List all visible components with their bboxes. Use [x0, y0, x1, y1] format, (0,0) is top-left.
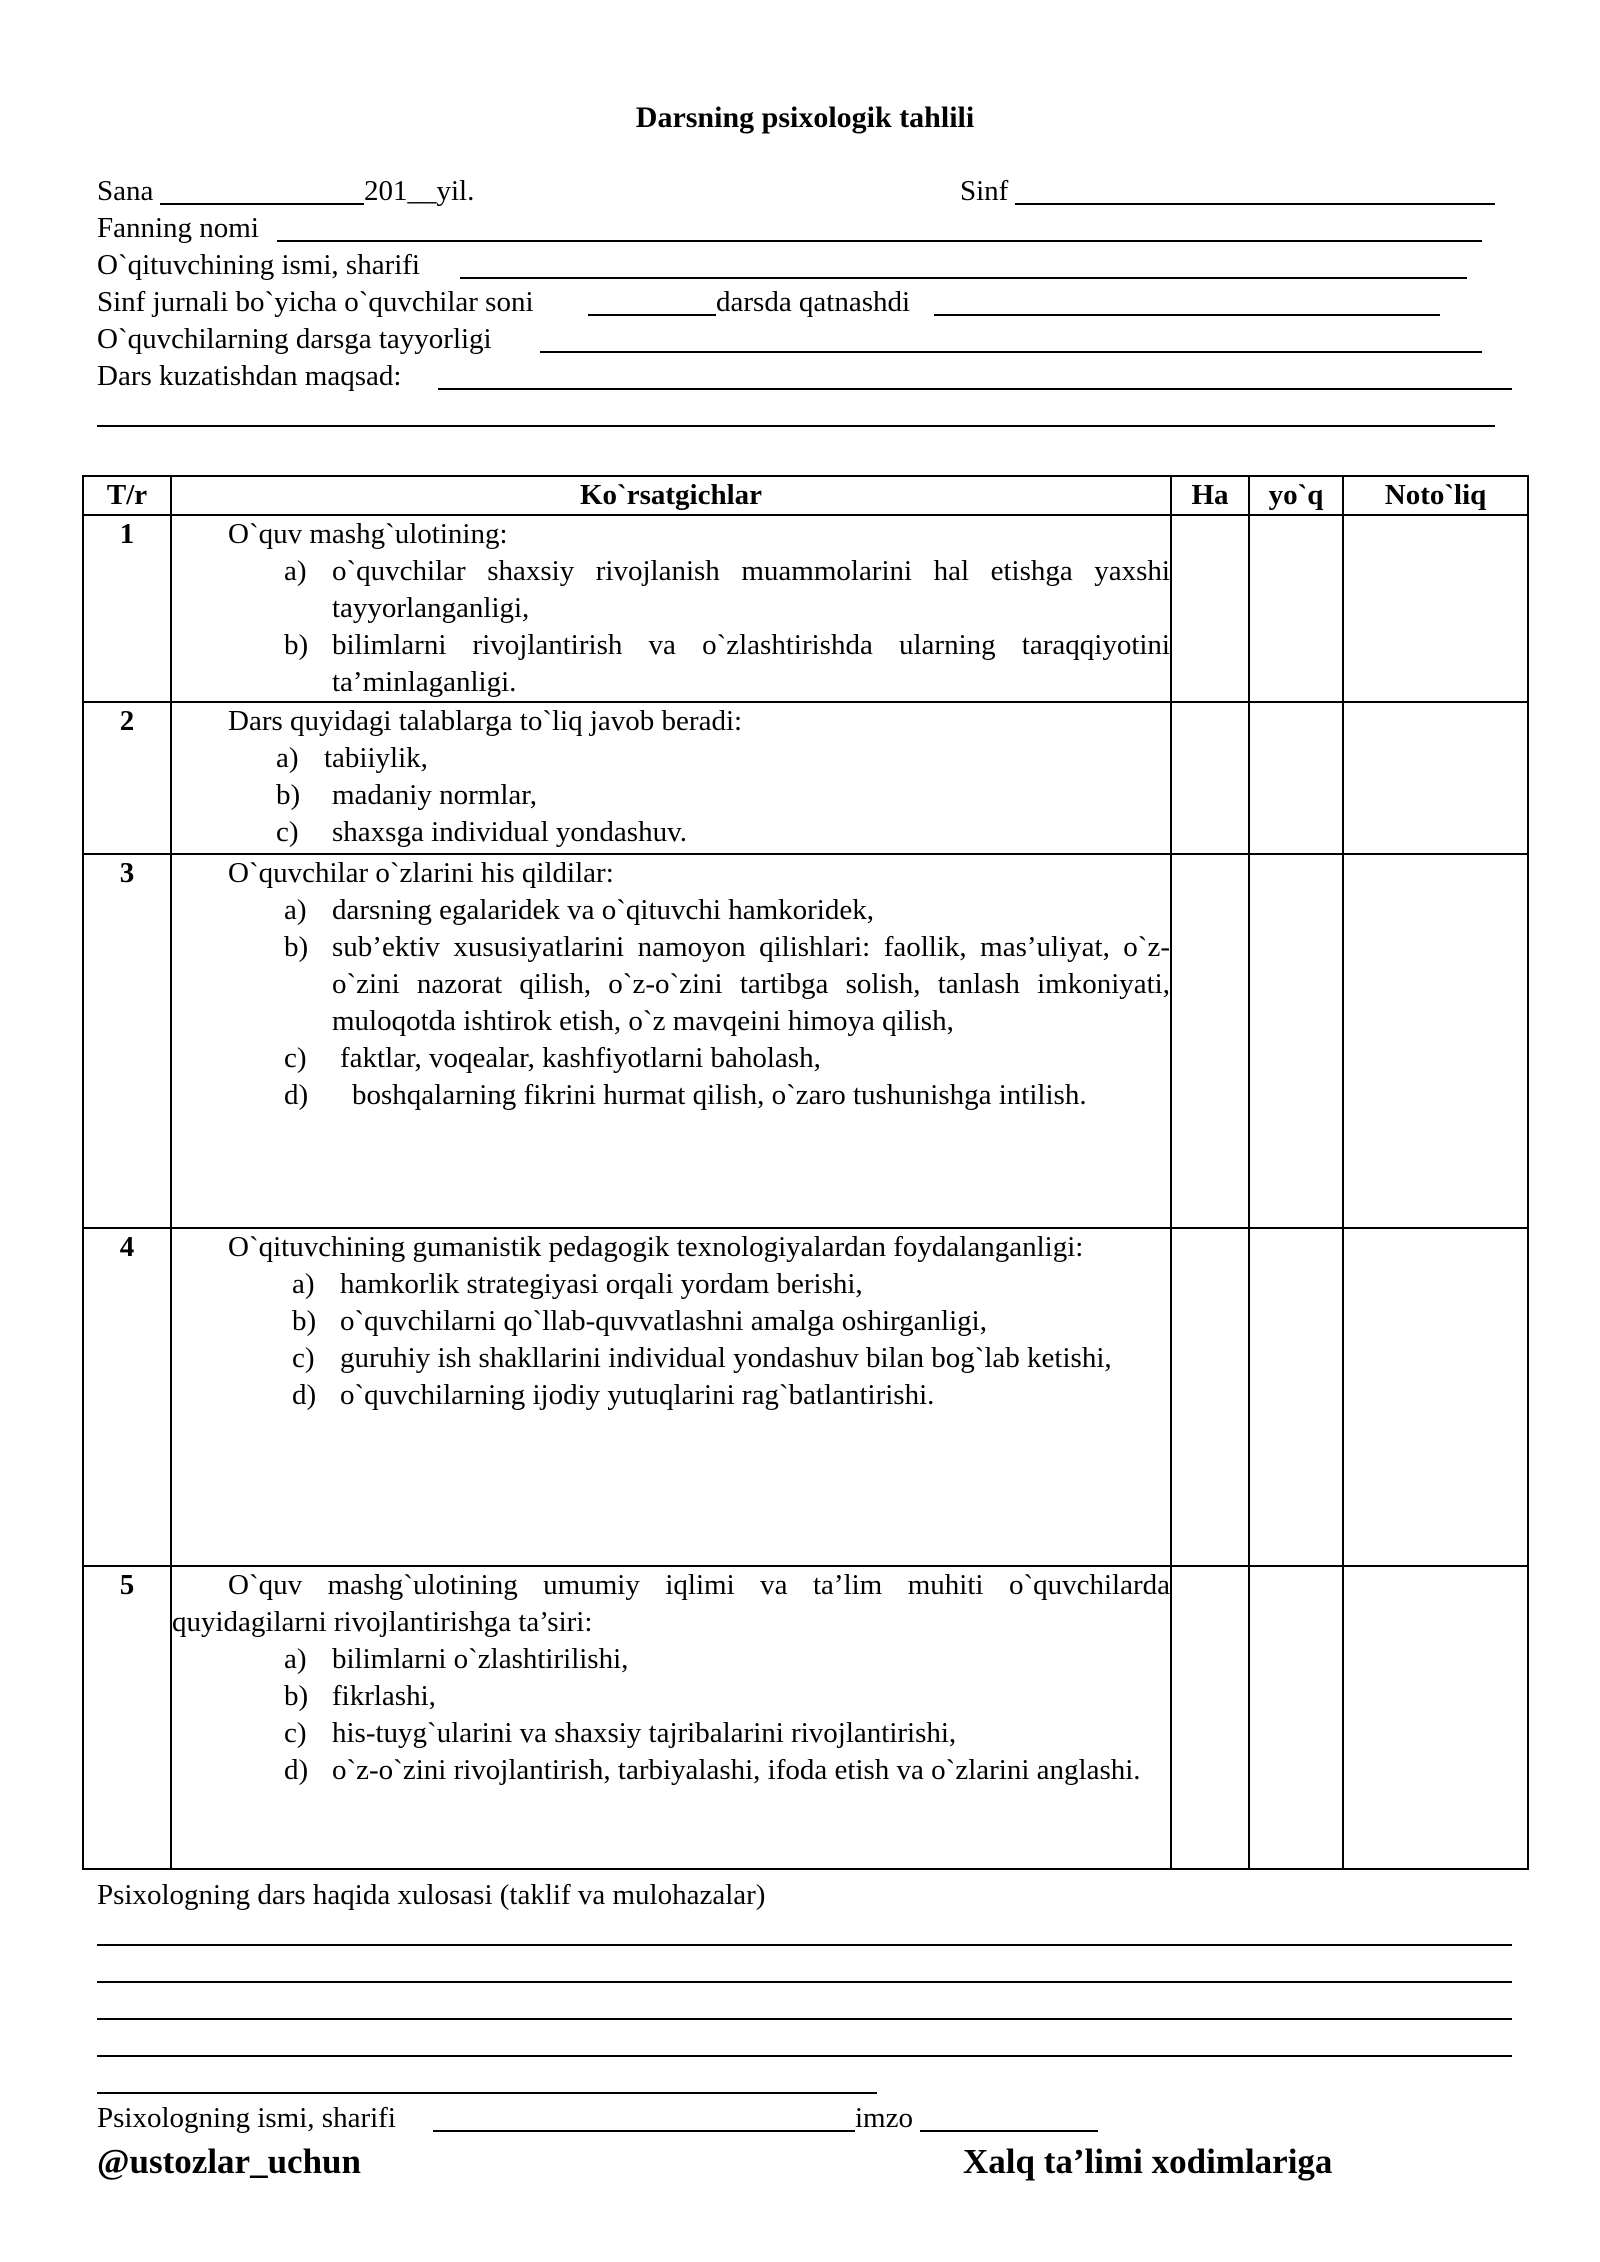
row-items: [172, 553, 1170, 701]
row-content: [171, 1566, 1171, 1869]
item-mark: a): [284, 894, 307, 926]
item-mark: d): [284, 1754, 309, 1786]
row-lead: O`qituvchining gumanistik pedagogik texnologiyalardan foydalanganligi:: [228, 1231, 1084, 1263]
list-item: [292, 1303, 1170, 1340]
row-lead: Dars quyidagi talablarga to`liq javob beradi:: [228, 705, 743, 737]
col-header-indicators: Ko`rsatgichlar: [171, 476, 1171, 515]
item-mark: a): [284, 1643, 307, 1675]
yes-cell[interactable]: [1171, 702, 1249, 854]
item-mark: a): [292, 1268, 315, 1300]
page-title: Darsning psixologik tahlili: [635, 101, 975, 134]
footer-channel: @ustozlar_uchun: [97, 2142, 361, 2181]
row-number: 3: [83, 854, 171, 1228]
row-content: [171, 854, 1171, 1228]
list-item: [284, 1715, 1170, 1752]
item-text: hamkorlik strategiyasi orqali yordam berishi,: [340, 1268, 863, 1300]
row-content: [171, 515, 1171, 702]
list-item: [284, 1752, 1170, 1789]
no-cell[interactable]: [1249, 1228, 1343, 1566]
class-blank[interactable]: [1015, 203, 1495, 205]
col-header-number: T/r: [83, 476, 171, 515]
student-count-blank[interactable]: [588, 314, 716, 316]
no-cell[interactable]: [1249, 702, 1343, 854]
row-lead: O`quv mashg`ulotining:: [228, 518, 508, 550]
attended-blank[interactable]: [934, 314, 1440, 316]
table-row: [83, 1228, 1528, 1566]
col-header-partial: Noto`liq: [1343, 476, 1528, 515]
list-item: [276, 740, 1170, 777]
table-row: [83, 702, 1528, 854]
psychologist-name-blank[interactable]: [433, 2130, 855, 2132]
list-item: [276, 777, 1170, 814]
class-label: Sinf: [960, 175, 1009, 207]
table-row: [83, 1566, 1528, 1869]
readiness-blank[interactable]: [540, 351, 1482, 353]
yes-cell[interactable]: [1171, 1228, 1249, 1566]
col-header-yes: Ha: [1171, 476, 1249, 515]
item-mark: c): [276, 816, 299, 848]
item-text: shaxsga individual yondashuv.: [332, 816, 687, 848]
item-text: o`quvchilarning ijodiy yutuqlarini rag`batlantirishi.: [340, 1379, 935, 1411]
list-item: [284, 1077, 1170, 1114]
item-text: o`quvchilarni qo`llab-quvvatlashni amalga oshirganligi,: [340, 1305, 987, 1337]
row-content: [171, 1228, 1171, 1566]
list-item: [284, 627, 1170, 701]
list-item: [284, 929, 1170, 1040]
no-cell[interactable]: [1249, 854, 1343, 1228]
yes-cell[interactable]: [1171, 1566, 1249, 1869]
date-blank[interactable]: [160, 203, 364, 205]
subject-blank[interactable]: [277, 240, 1482, 242]
list-item: [292, 1377, 1170, 1414]
col-header-no: yo`q: [1249, 476, 1343, 515]
yes-cell[interactable]: [1171, 515, 1249, 702]
item-text: fikrlashi,: [332, 1680, 436, 1712]
partial-cell[interactable]: [1343, 515, 1528, 702]
table-row: [83, 515, 1528, 702]
item-mark: b): [292, 1305, 317, 1337]
item-mark: c): [292, 1342, 315, 1374]
signature-label: imzo: [855, 2102, 913, 2134]
list-item: [284, 553, 1170, 627]
item-mark: b): [284, 1680, 309, 1712]
list-item: [284, 1040, 1170, 1077]
item-mark: c): [284, 1042, 307, 1074]
list-item: [284, 892, 1170, 929]
item-text: o`quvchilar shaxsiy rivojlanish muammolarini hal etishga yaxshi tayyorlanganligi,: [332, 555, 1170, 624]
item-text: sub’ektiv xususiyatlarini namoyon qilishlari: faollik, mas’uliyat, o`z-o`zini nazorat qilish, o`z-o`zini tartibga solish, tanlash imkoniyati, muloqotda ishtirok etish, o`z mavqeini himoya qilish,: [332, 931, 1170, 1037]
no-cell[interactable]: [1249, 515, 1343, 702]
signature-blank[interactable]: [920, 2130, 1098, 2132]
partial-cell[interactable]: [1343, 1228, 1528, 1566]
row-number: 2: [83, 702, 171, 854]
readiness-label: O`quvchilarning darsga tayyorligi: [97, 323, 492, 355]
indicators-table: [82, 475, 1529, 1870]
attended-label: darsda qatnashdi: [716, 286, 911, 318]
item-text: madaniy normlar,: [332, 779, 537, 811]
no-cell[interactable]: [1249, 1566, 1343, 1869]
conclusion-line-5[interactable]: [97, 2092, 877, 2094]
subject-label: Fanning nomi: [97, 212, 259, 244]
yes-cell[interactable]: [1171, 854, 1249, 1228]
conclusion-line-1[interactable]: [97, 1944, 1512, 1946]
item-text: guruhiy ish shakllarini individual yondashuv bilan bog`lab ketishi,: [340, 1342, 1112, 1374]
item-mark: b): [284, 629, 309, 661]
item-mark: b): [276, 779, 301, 811]
goal-label: Dars kuzatishdan maqsad:: [97, 360, 402, 392]
item-text: bilimlarni o`zlashtirilishi,: [332, 1643, 629, 1675]
item-mark: a): [284, 555, 307, 587]
row-lead: O`quvchilar o`zlarini his qildilar:: [228, 857, 614, 889]
list-item: [276, 814, 1170, 851]
conclusion-line-2[interactable]: [97, 1981, 1512, 1983]
list-item: [292, 1340, 1170, 1377]
row-items: [172, 740, 1170, 851]
table-header-row: [83, 476, 1528, 515]
partial-cell[interactable]: [1343, 854, 1528, 1228]
teacher-blank[interactable]: [460, 277, 1467, 279]
list-item: [284, 1678, 1170, 1715]
partial-cell[interactable]: [1343, 702, 1528, 854]
item-text: o`z-o`zini rivojlantirish, tarbiyalashi, ifoda etish va o`zlarini anglashi.: [332, 1754, 1141, 1786]
row-items: [172, 892, 1170, 1114]
conclusion-line-3[interactable]: [97, 2018, 1512, 2020]
row-lead: O`quv mashg`ulotining umumiy iqlimi va ta’lim muhiti o`quvchilarda quyidagilarni rivojlantirishga ta’siri:: [172, 1569, 1170, 1638]
table-row: [83, 854, 1528, 1228]
item-text: faktlar, voqealar, kashfiyotlarni baholash,: [340, 1042, 821, 1074]
psychologist-name-label: Psixologning ismi, sharifi: [97, 2102, 396, 2134]
date-label: Sana: [97, 175, 154, 207]
partial-cell[interactable]: [1343, 1566, 1528, 1869]
conclusion-line-4[interactable]: [97, 2055, 1512, 2057]
student-count-label: Sinf jurnali bo`yicha o`quvchilar soni: [97, 286, 534, 318]
item-text: tabiiylik,: [324, 742, 428, 774]
teacher-label: O`qituvchining ismi, sharifi: [97, 249, 420, 281]
item-text: darsning egalaridek va o`qituvchi hamkoridek,: [332, 894, 874, 926]
footer-audience: Xalq ta’limi xodimlariga: [963, 2142, 1333, 2181]
row-items: [172, 1641, 1170, 1789]
row-number: 5: [83, 1566, 171, 1869]
item-mark: c): [284, 1717, 307, 1749]
item-mark: a): [276, 742, 299, 774]
item-mark: d): [292, 1379, 317, 1411]
item-mark: b): [284, 931, 309, 963]
list-item: [292, 1266, 1170, 1303]
conclusion-label: Psixologning dars haqida xulosasi (taklif va mulohazalar): [97, 1879, 766, 1911]
item-text: his-tuyg`ularini va shaxsiy tajribalarini rivojlantirishi,: [332, 1717, 957, 1749]
goal-blank-2[interactable]: [97, 425, 1495, 427]
goal-blank[interactable]: [438, 388, 1512, 390]
item-text: bilimlarni rivojlantirish va o`zlashtirishda ularning taraqqiyotini ta’minlaganligi.: [332, 629, 1170, 698]
row-items: [172, 1266, 1170, 1414]
item-text: boshqalarning fikrini hurmat qilish, o`zaro tushunishga intilish.: [352, 1079, 1087, 1111]
row-number: 4: [83, 1228, 171, 1566]
row-content: [171, 702, 1171, 854]
item-mark: d): [284, 1079, 309, 1111]
list-item: [284, 1641, 1170, 1678]
row-number: 1: [83, 515, 171, 702]
year-label: 201__yil.: [364, 175, 475, 207]
